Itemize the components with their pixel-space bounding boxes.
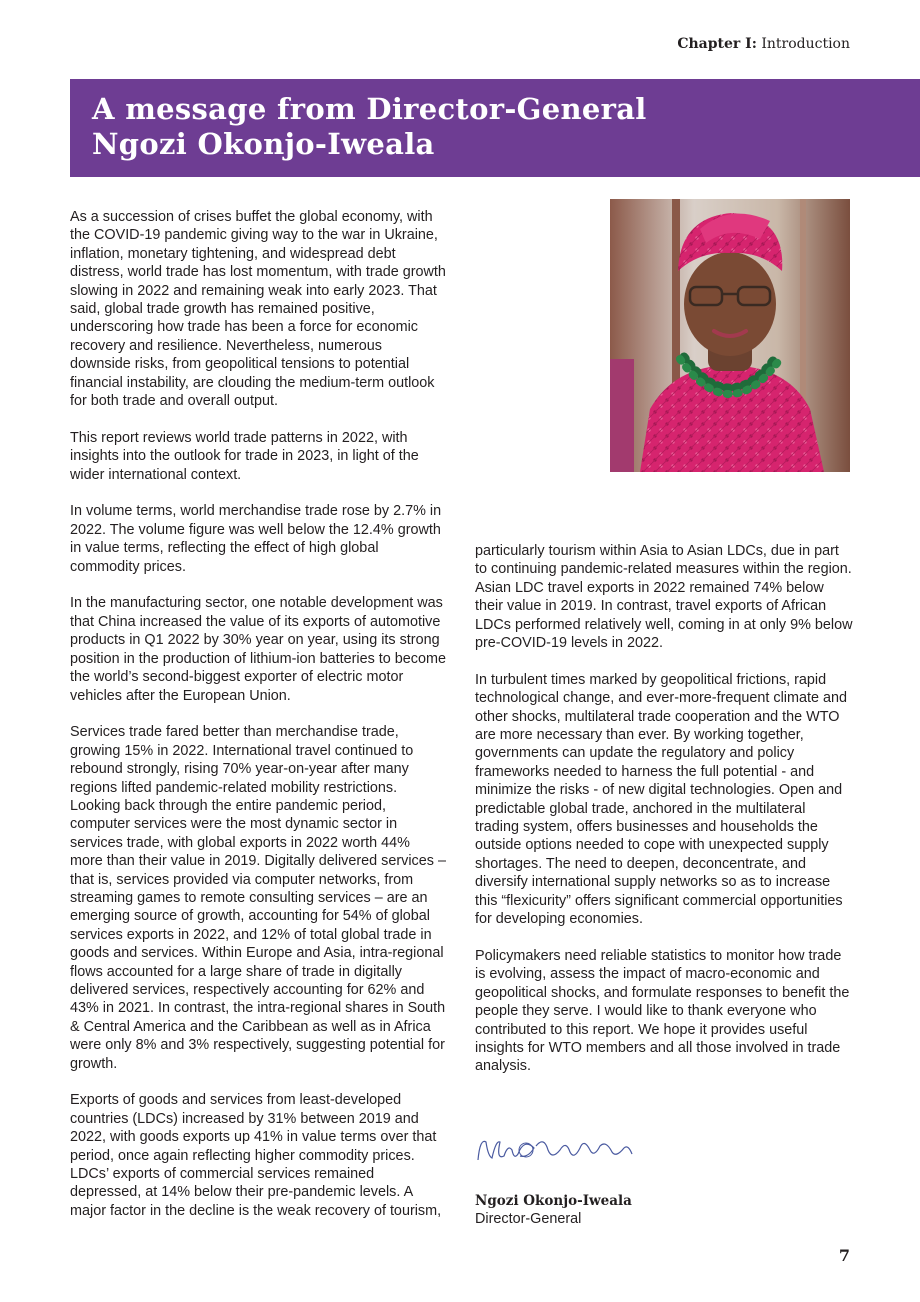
paragraph: As a succession of crises buffet the global economy, with the COVID-19 pandemic giving way to the war in Ukraine, inflation, monetary tightening, and widespread debt distress, world trade has lost momentum, with trade growth slowing in 2022 and remaining weak into early 2023. That said, global trade growth has remained positive, underscoring how trade has been a force for economic recovery and resilience. Nevertheless, numerous downside risks, from geopolitical tensions to potential financial instability, are clouding the medium-term outlook for both trade and overall output. [70, 209, 446, 410]
right-column [475, 542, 853, 1094]
paragraph: Services trade fared better than merchandise trade, growing 15% in 2022. International travel continued to rebound strongly, rising 70% year-on-year after many regions lifted pandemic-related mobility restrictions. Looking back through the entire pandemic period, computer services were the most dynamic sector in services trade, with global exports in 2022 worth 44% more than their value in 2019. Digitally delivered services – that is, services provided via computer networks, from streaming games to remote consulting services – are an emerging source of growth, accounting for 54% of global services exports in 2022, and 12% of total global trade in goods and services. Within Europe and Asia, intra-regional flows accounted for a large share of trade in digitally delivered services, respectively accounting for 62% and 43% in 2021. In contrast, the intra-regional shares in South & Central America and the Caribbean as well as in Africa were only 8% and 3% respectively, suggesting potential for growth. [70, 724, 446, 1072]
title-line-1: A message from Director-General [92, 92, 647, 126]
chapter-label: Chapter I: [677, 36, 757, 52]
signature-block [475, 1192, 632, 1229]
left-column [70, 208, 446, 1239]
paragraph: particularly tourism within Asia to Asian LDCs, due in part to continuing pandemic-related measures within the region. Asian LDC travel exports in 2022 remained 74% below their value in 2019. In contrast, travel exports of African LDCs performed relatively well, coming in at only 9% below pre-COVID-19 levels in 2022. [475, 543, 853, 652]
paragraph: Exports of goods and services from least-developed countries (LDCs) increased by 31% between 2019 and 2022, with goods exports up 41% in value terms over that period, once again reflecting higher commodity prices. LDCs’ exports of commercial services remained depressed, at 14% below their pre-pandemic levels. A major factor in the decline is the weak recovery of tourism, [70, 1092, 442, 1219]
paragraph: In turbulent times marked by geopolitical frictions, rapid technological change, and ever-more-frequent climate and other shocks, multilateral trade cooperation and the WTO are more necessary than ever. By working together, governments can update the regulatory and policy frameworks needed to harness the full potential - and minimize the risks - of new digital technologies. Open and predictable global trade, anchored in the multilateral trading system, offers businesses and households the outside options needed to cope with unexpected supply shortages. The need to deepen, deconcentrate, and diversify international supply networks so as to increase this “flexicurity” offers significant commercial opportunities for developing economies. [475, 671, 847, 928]
title-band [70, 79, 920, 177]
page-number: 7 [838, 1246, 850, 1265]
signatory-name: Ngozi Okonjo-Iweala [475, 1193, 632, 1209]
chapter-header [677, 36, 850, 52]
title-line-2: Ngozi Okonjo-Iweala [92, 127, 435, 161]
paragraph: This report reviews world trade patterns in 2022, with insights into the outlook for trade in 2023, in light of the wider international context. [70, 429, 419, 483]
handwritten-signature [474, 1130, 634, 1170]
paragraph: Policymakers need reliable statistics to monitor how trade is evolving, assess the impact of macro-economic and geopolitical shocks, and formulate responses to benefit the people they serve. I would like to thank everyone who contributed to this report. We hope it provides useful insights for WTO members and all those involved in trade analysis. [475, 947, 850, 1075]
paragraph: In the manufacturing sector, one notable development was that China increased the value of its exports of automotive products in Q1 2022 by 30% year on year, using its strong position in the production of lithium-ion batteries to become the world’s second-biggest exporter of electric motor vehicles after the European Union. [70, 595, 446, 704]
director-general-portrait [610, 199, 850, 472]
chapter-section: Introduction [761, 36, 850, 52]
page-title [92, 92, 647, 162]
signatory-role: Director-General [475, 1211, 582, 1228]
paragraph: In volume terms, world merchandise trade rose by 2.7% in 2022. The volume figure was well below the 12.4% growth in value terms, reflecting the effect of high global commodity prices. [70, 503, 442, 575]
